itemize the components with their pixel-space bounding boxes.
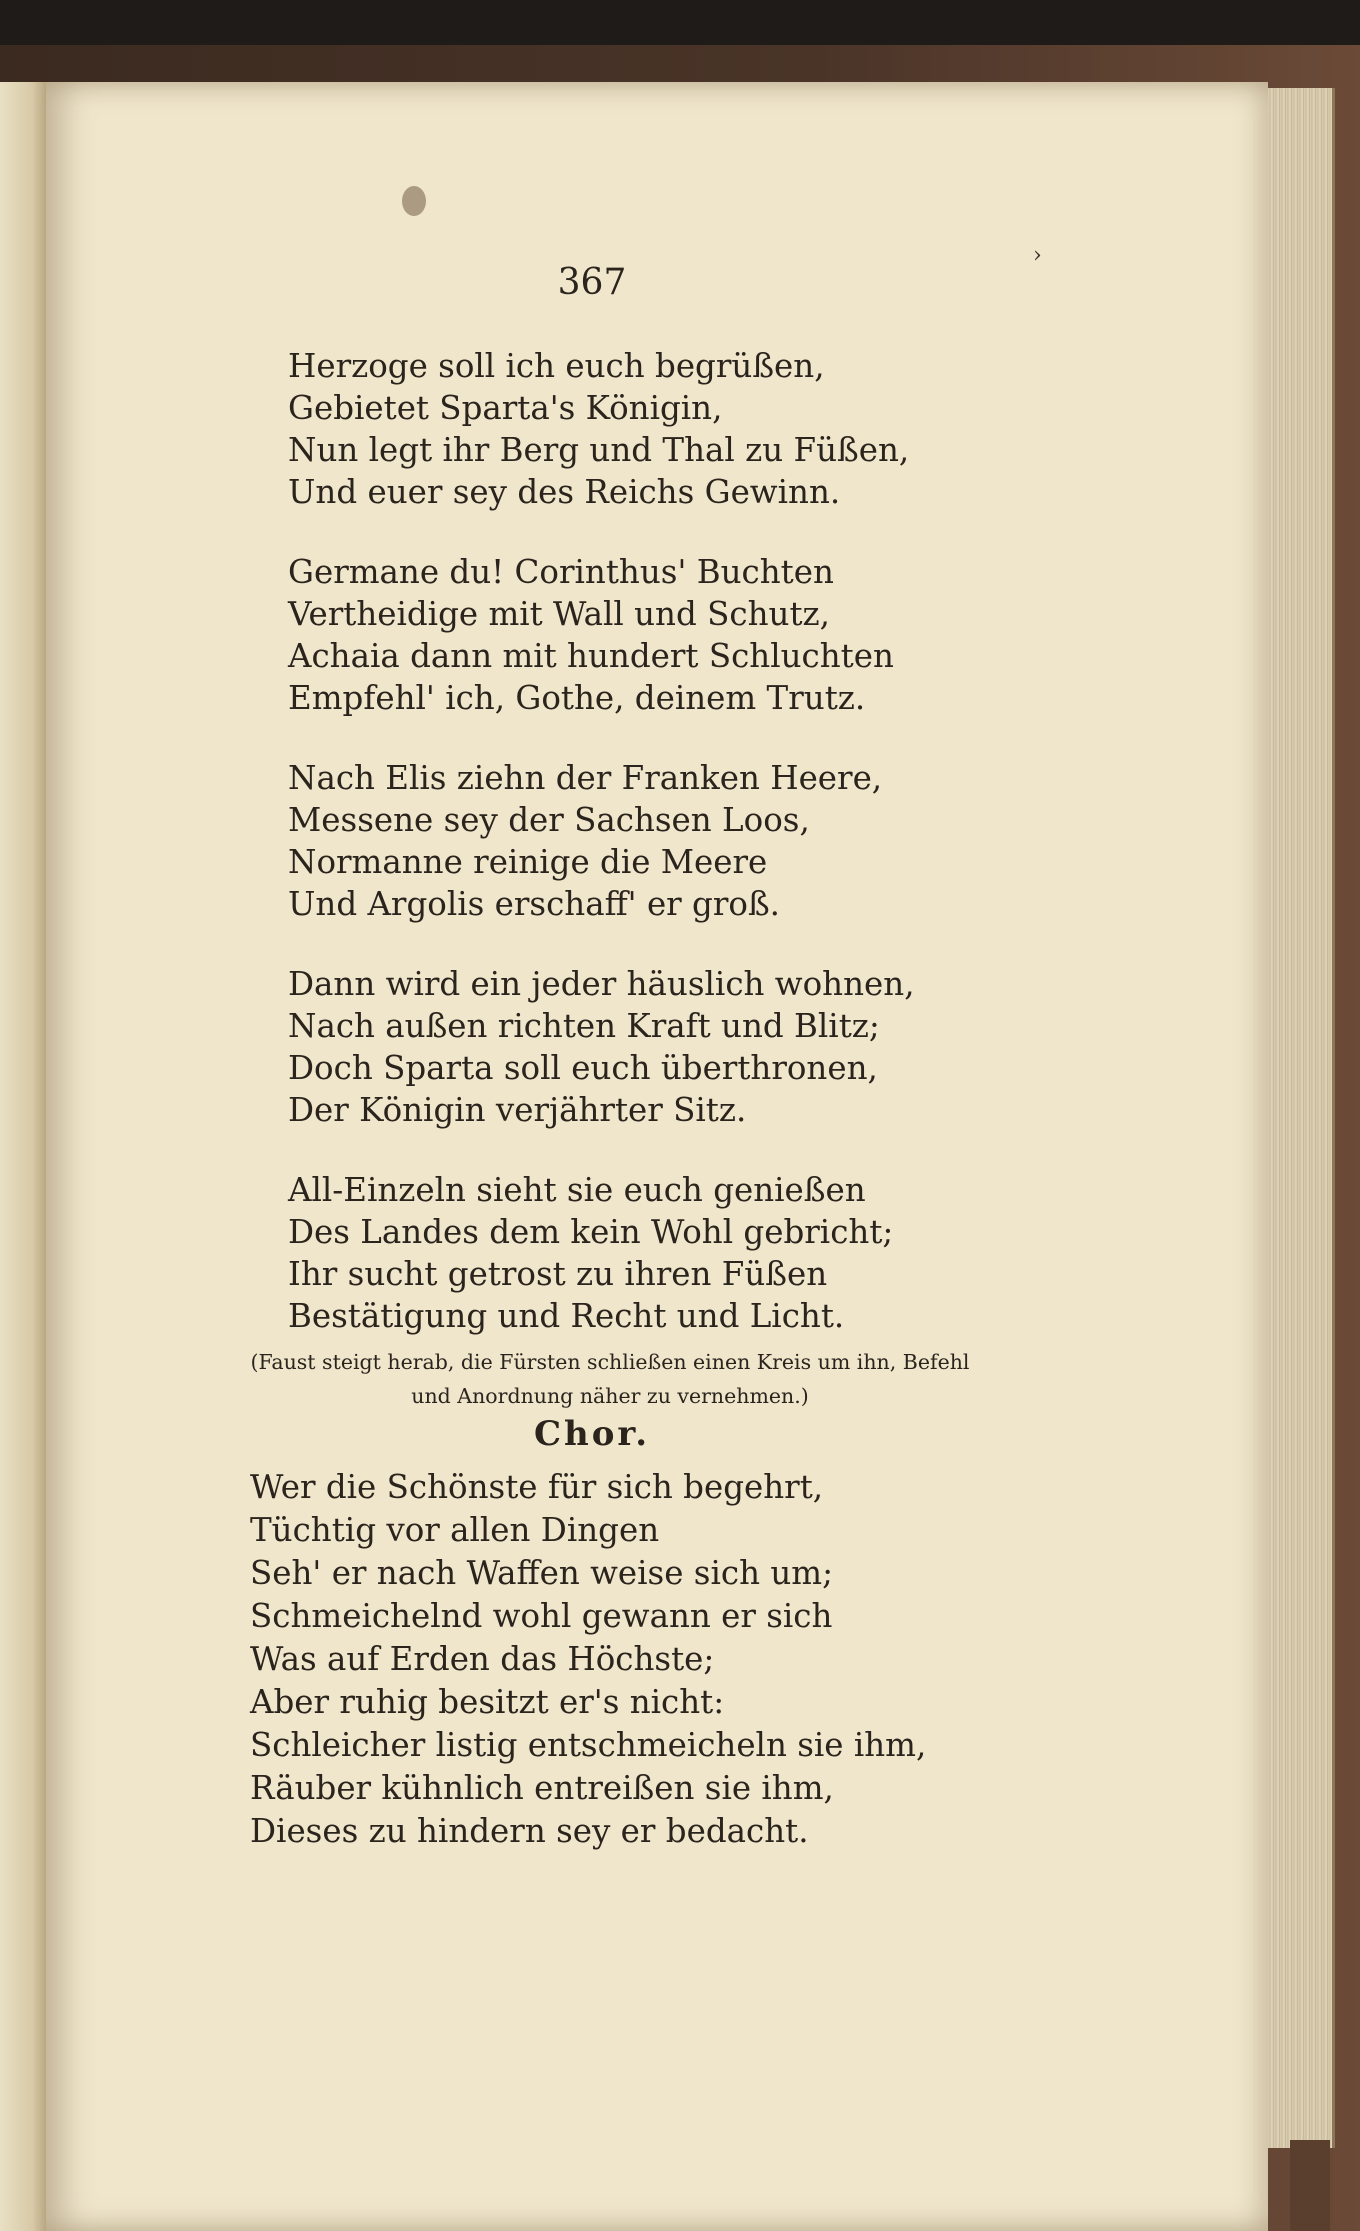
page-number: 367 [557,262,627,303]
verse-line: Nun legt ihr Berg und Thal zu Füßen, [288,431,910,469]
verse-line: Dann wird ein jeder häuslich wohnen, [288,965,915,1003]
verse-line: Empfehl' ich, Gothe, deinem Trutz. [288,679,866,717]
stage-direction [170,1345,1050,1413]
chorus-line: Schmeichelnd wohl gewann er sich [250,1597,833,1635]
verse-line: Ihr sucht getrost zu ihren Füßen [288,1255,828,1293]
verse-line: Vertheidige mit Wall und Schutz, [288,595,830,633]
chorus-line: Was auf Erden das Höchste; [250,1640,715,1678]
stanza [288,963,1048,1131]
verse-line: Achaia dann mit hundert Schluchten [288,637,894,675]
verse-line: Des Landes dem kein Wohl gebricht; [288,1213,894,1251]
foxing-spot [402,186,426,216]
verse-line: Der Königin verjährter Sitz. [288,1091,747,1129]
verse-line: Gebietet Sparta's Königin, [288,389,723,427]
left-page-edge [0,82,46,2231]
verse-line: Und euer sey des Reichs Gewinn. [288,473,841,511]
page-block-edges [1268,88,1335,2148]
chorus-line: Schleicher listig entschmeicheln sie ihm, [250,1726,927,1764]
verse-line: Und Argolis erschaff' er groß. [288,885,780,923]
verse-line: Nach Elis ziehn der Franken Heere, [288,759,883,797]
stage-direction-line: (Faust steigt herab, die Fürsten schließen einen Kreis um ihn, Befehl [250,1350,970,1374]
verse-line: Germane du! Corinthus' Buchten [288,553,834,591]
verse-line: Nach außen richten Kraft und Blitz; [288,1007,880,1045]
chorus-line: Aber ruhig besitzt er's nicht: [250,1683,725,1721]
stanza [288,551,1048,719]
verse-line: Bestätigung und Recht und Licht. [288,1297,845,1335]
chorus-line: Räuber kühnlich entreißen sie ihm, [250,1769,834,1807]
cover-corner [1290,2140,1330,2231]
verse-line: Herzoge soll ich euch begrüßen, [288,347,825,385]
verse-line: Messene sey der Sachsen Loos, [288,801,810,839]
poem-stanzas [288,345,1048,1375]
margin-mark: › [1033,243,1042,268]
verse-line: Normanne reinige die Meere [288,843,768,881]
stage-direction-line: und Anordnung näher zu vernehmen.) [411,1384,809,1408]
chorus-verses [250,1466,1050,1853]
chorus-line: Tüchtig vor allen Dingen [250,1511,660,1549]
verse-line: Doch Sparta soll euch überthronen, [288,1049,878,1087]
chorus-line: Wer die Schönste für sich begehrt, [250,1468,824,1506]
chorus-line: Seh' er nach Waffen weise sich um; [250,1554,834,1592]
stanza [288,757,1048,925]
stanza [288,1169,1048,1337]
chorus-line: Dieses zu hindern sey er bedacht. [250,1812,809,1850]
stanza [288,345,1048,513]
verse-line: All-Einzeln sieht sie euch genießen [288,1171,866,1209]
chorus-heading: Chor. [533,1414,651,1454]
